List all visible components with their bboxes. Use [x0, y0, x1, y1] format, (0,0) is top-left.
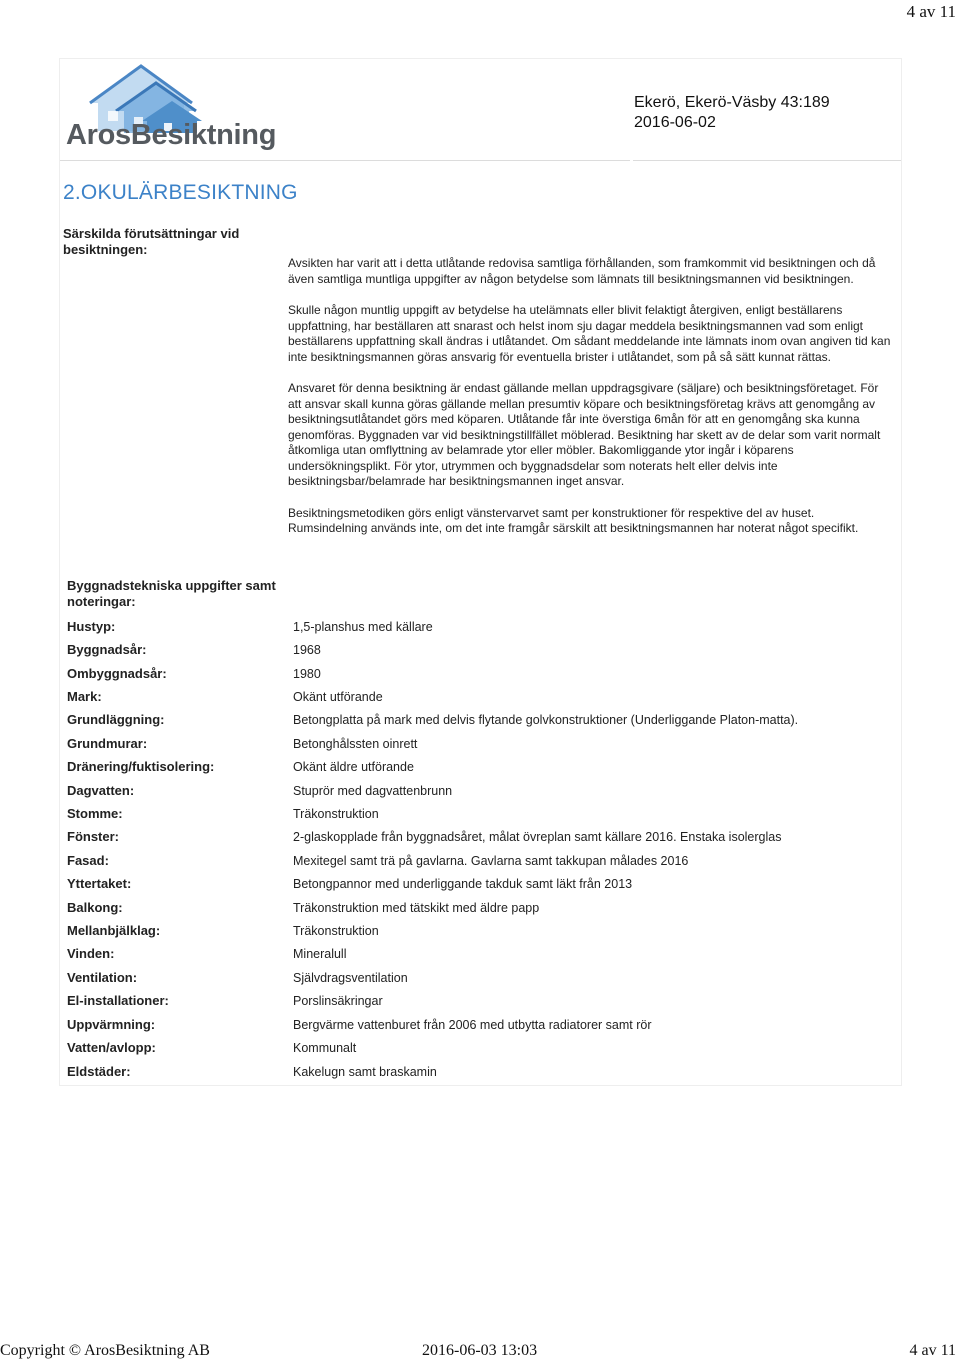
tech-row-grundlaggning	[67, 712, 897, 732]
tech-value: Mineralull	[293, 947, 347, 961]
tech-label: Eldstäder:	[67, 1064, 131, 1079]
tech-row-balkong	[67, 900, 897, 920]
tech-label: El-installationer:	[67, 993, 169, 1008]
tech-value: Betonghålssten oinrett	[293, 737, 418, 751]
tech-row-vatten-avlopp	[67, 1040, 897, 1060]
tech-value: Kommunalt	[293, 1041, 357, 1055]
tech-value: Träkonstruktion	[293, 807, 379, 821]
tech-row-fasad	[67, 853, 897, 873]
tech-label: Dränering/fuktisolering:	[67, 759, 215, 774]
tech-value: Självdragsventilation	[293, 971, 408, 985]
tech-row-vinden	[67, 946, 897, 966]
footer-copyright: Copyright © ArosBesiktning AB	[0, 1342, 210, 1359]
tech-row-mellanbjalklag	[67, 923, 897, 943]
tech-label: Ventilation:	[67, 970, 138, 985]
tech-row-fonster	[67, 829, 897, 849]
tech-label: Dagvatten:	[67, 783, 135, 798]
header-divider	[60, 160, 630, 161]
tech-value: Okänt äldre utförande	[293, 760, 414, 774]
tech-value: 1980	[293, 667, 321, 681]
tech-label: Ombyggnadsår:	[67, 666, 167, 681]
logo-wordmark: ArosBesiktning	[66, 119, 277, 151]
inspection-report-page	[59, 58, 902, 1086]
tech-label: Hustyp:	[67, 619, 116, 634]
tech-heading: Byggnadstekniska uppgifter samt noteringar:	[67, 578, 276, 609]
section-title: 2.OKULÄRBESIKTNING	[63, 181, 298, 204]
tech-value: 2-glaskopplade från byggnadsåret, målat övreplan samt källare 2016. Enstaka isolerglas	[293, 830, 782, 844]
footer-timestamp: 2016-06-03 13:03	[422, 1342, 538, 1359]
tech-row-eldstader	[67, 1064, 897, 1084]
tech-row-yttertaket	[67, 876, 897, 896]
tech-label: Vinden:	[67, 946, 115, 961]
tech-row-uppvarmning	[67, 1017, 897, 1037]
tech-value: Kakelugn samt braskamin	[293, 1065, 437, 1079]
tech-label: Mark:	[67, 689, 102, 704]
tech-row-mark	[67, 689, 897, 709]
prereq-paragraph: Ansvaret för denna besiktning är endast gällande mellan uppdragsgivare (säljare) och besiktningsföretaget. För att ansvar skall kunna göras gällande mellan presumtiv köpare och besiktningsföretag krävs att genomgång av besiktningsutlåtandet görs med köparen. Utlåtande får inte överstiga 6mån för att en genomgång ska kunna genomföras. Byggnaden var vid besiktningstillfället möblerad. Besiktning har skett av de delar som varit normalt åtkomliga utan omflyttning av belamrade ytor eller möbler. Bakomliggande ytor ingår i köparens undersökningsplikt. För ytor, utrymmen och byggnadsdelar som noterats helt eller delvis inte besiktningsbar/belamrade har besiktningsmannen inget ansvar.	[288, 381, 881, 488]
prereq-paragraph: Besiktningsmetodiken görs enligt vänstervarvet samt per konstruktioner för respektive del av huset. Rumsindelning används inte, om det inte framgår särskilt att besiktningsmannen har noterat något specifikt.	[288, 505, 859, 535]
tech-value: Träkonstruktion	[293, 924, 379, 938]
tech-value: Träkonstruktion med tätskikt med äldre papp	[293, 901, 540, 915]
tech-label: Yttertaket:	[67, 876, 132, 891]
property-address: Ekerö, Ekerö-Väsby 43:189	[634, 94, 830, 111]
tech-value: Mexitegel samt trä på gavlarna. Gavlarna samt takkupan målades 2016	[293, 854, 689, 868]
tech-label: Fasad:	[67, 853, 109, 868]
tech-row-dagvatten	[67, 783, 897, 803]
tech-label: Byggnadsår:	[67, 642, 147, 657]
report-date: 2016-06-02	[634, 114, 716, 131]
tech-label: Uppvärmning:	[67, 1017, 156, 1032]
tech-label: Mellanbjälklag:	[67, 923, 161, 938]
prereq-paragraph: Skulle någon muntlig uppgift av betydelse ha utelämnats eller blivit felaktigt återgiven, enligt beställarens uppfattning, har beställaren att snarast och helst inom sju dagar meddela besiktningsmannen vad som enligt beställarens uppfattning skall ändras i utlåtandet. Om sådant meddelande inte lämnats inom ovan angiven tid kan inte besiktningsmannen göras ansvarig för eventuella brister i utlåtandet, som på så sätt kunnat rättas.	[288, 303, 891, 364]
tech-row-dranering	[67, 759, 897, 779]
tech-value: Bergvärme vattenburet från 2006 med utbytta radiatorer samt rör	[293, 1018, 652, 1032]
tech-row-el-installationer	[67, 993, 897, 1013]
tech-value: Betongpannor med underliggande takduk samt läkt från 2013	[293, 877, 633, 891]
tech-label: Grundmurar:	[67, 736, 148, 751]
tech-value: Okänt utförande	[293, 690, 383, 704]
tech-row-byggnadsar	[67, 642, 897, 662]
tech-row-ombyggnadsar	[67, 666, 897, 686]
tech-value: 1968	[293, 643, 321, 657]
footer-page-number: 4 av 11	[909, 1342, 956, 1359]
tech-value: 1,5-planshus med källare	[293, 620, 433, 634]
prereq-label: Särskilda förutsättningar vid besiktningen:	[63, 226, 240, 257]
tech-label: Balkong:	[67, 900, 123, 915]
page-footer	[0, 1342, 960, 1361]
company-logo	[64, 63, 278, 159]
property-header	[634, 93, 830, 133]
tech-row-grundmurar	[67, 736, 897, 756]
tech-label: Fönster:	[67, 829, 119, 844]
tech-label: Grundläggning:	[67, 712, 165, 727]
tech-row-hustyp	[67, 619, 897, 639]
tech-value: Betongplatta på mark med delvis flytande golvkonstruktioner (Underliggande Platon-matta).	[293, 713, 799, 727]
prereq-text	[288, 256, 893, 553]
tech-row-stomme	[67, 806, 897, 826]
tech-label: Vatten/avlopp:	[67, 1040, 156, 1055]
tech-label: Stomme:	[67, 806, 123, 821]
page-number-top: 4 av 11	[906, 2, 956, 21]
header-divider-right	[633, 160, 901, 161]
prereq-paragraph: Avsikten har varit att i detta utlåtande redovisa samtliga förhållanden, som framkommit vid besiktningen och då även samtliga muntliga uppgifter av någon betydelse som lämnats till besiktningsmannen vid besiktningen.	[288, 256, 876, 286]
tech-value: Stuprör med dagvattenbrunn	[293, 784, 453, 798]
tech-row-ventilation	[67, 970, 897, 990]
tech-value: Porslinsäkringar	[293, 994, 383, 1008]
